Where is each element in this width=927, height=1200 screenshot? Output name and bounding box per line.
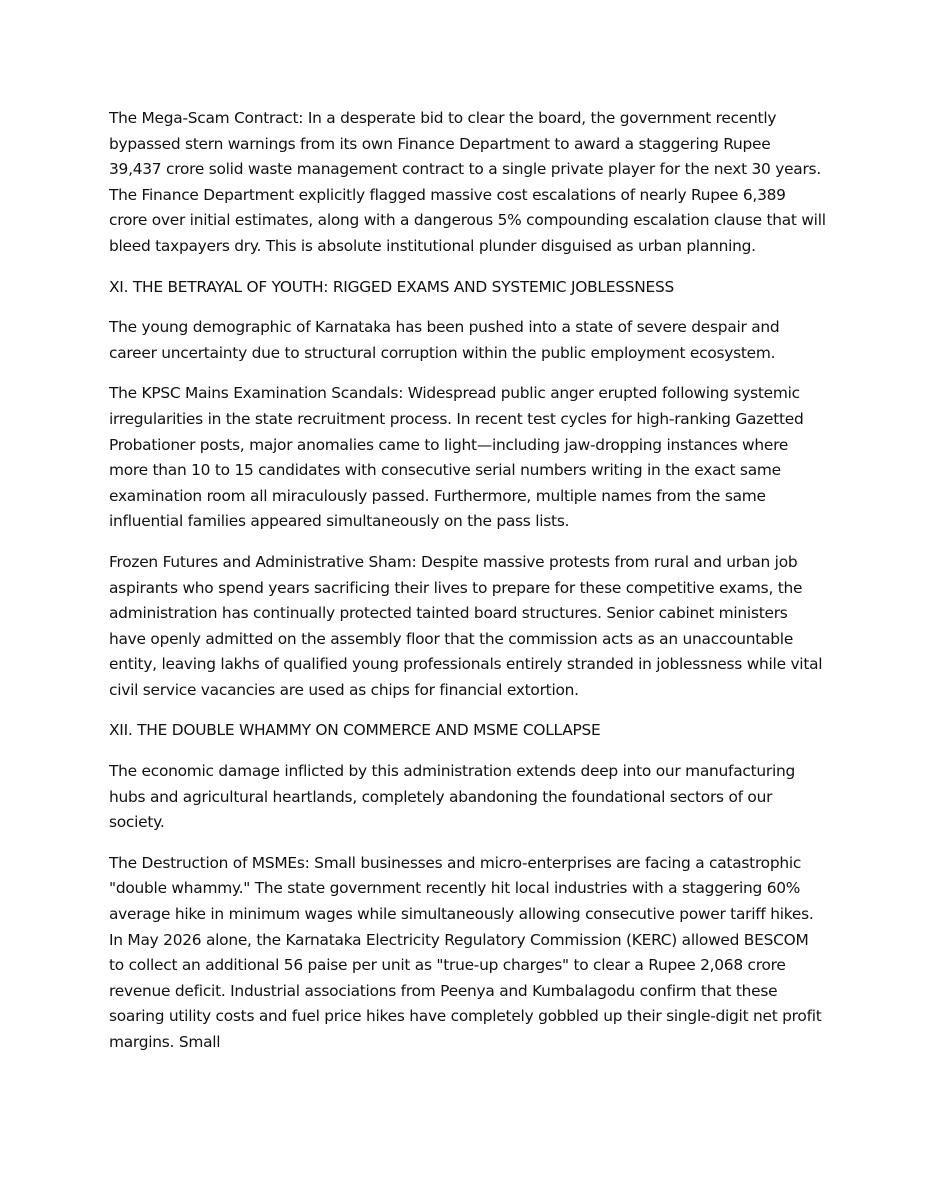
- section-heading-xi: XI. THE BETRAYAL OF YOUTH: RIGGED EXAMS AND SYSTEMIC JOBLESSNESS: [109, 277, 675, 296]
- paragraph-kpsc-scandals: The KPSC Mains Examination Scandals: Widespread public anger erupted following systemic irregularities in the state recruitment process. In recent test cycles for high-ranking Gazetted Probationer posts, major anomalies came to light—including jaw-dropping instances where more than 10 to 15 candidates with consecutive serial numbers writing in the exact same examination room all miraculously passed. Furthermore, multiple names from the same influential families appeared simultaneously on the pass lists.: [109, 384, 804, 531]
- paragraph-youth-intro: The young demographic of Karnataka has been pushed into a state of severe despair and career uncertainty due to structural corruption within the public employment ecosystem.: [109, 318, 780, 362]
- section-heading-xii: XII. THE DOUBLE WHAMMY ON COMMERCE AND MSME COLLAPSE: [109, 721, 601, 740]
- paragraph-economic-damage: The economic damage inflicted by this administration extends deep into our manufacturing hubs and agricultural heartlands, completely abandoning the foundational sectors of our society.: [109, 762, 796, 832]
- paragraph-frozen-futures: Frozen Futures and Administrative Sham: Despite massive protests from rural and urban job aspirants who spend years sacrificing their lives to prepare for these competitive exams, the administration has continually protected tainted board structures. Senior cabinet ministers have openly admitted on the assembly floor that the commission acts as an unaccountable entity, leaving lakhs of qualified young professionals entirely stranded in joblessness while vital civil service vacancies are used as chips for financial extortion.: [109, 552, 823, 699]
- paragraph-msme-destruction: The Destruction of MSMEs: Small businesses and micro-enterprises are facing a catastrophic "double whammy." The state government recently hit local industries with a staggering 60% average hike in minimum wages while simultaneously allowing consecutive power tariff hikes. In May 2026 alone, the Karnataka Electricity Regulatory Commission (KERC) allowed BESCOM to collect an additional 56 paise per unit as "true-up charges" to clear a Rupee 2,068 crore revenue deficit. Industrial associations from Peenya and Kumbalagodu confirm that these soaring utility costs and fuel price hikes have completely gobbled up their single-digit net profit margins. Small: [109, 853, 822, 1051]
- paragraph-mega-scam-contract: The Mega-Scam Contract: In a desperate bid to clear the board, the government recently bypassed stern warnings from its own Finance Department to award a staggering Rupee 39,437 crore solid waste management contract to a single private player for the next 30 years. The Finance Department explicitly flagged massive cost escalations of nearly Rupee 6,389 crore over initial estimates, along with a dangerous 5% compounding escalation clause that will bleed taxpayers dry. This is absolute institutional plunder disguised as urban planning.: [109, 109, 826, 255]
- document-page: [109, 106, 827, 1071]
